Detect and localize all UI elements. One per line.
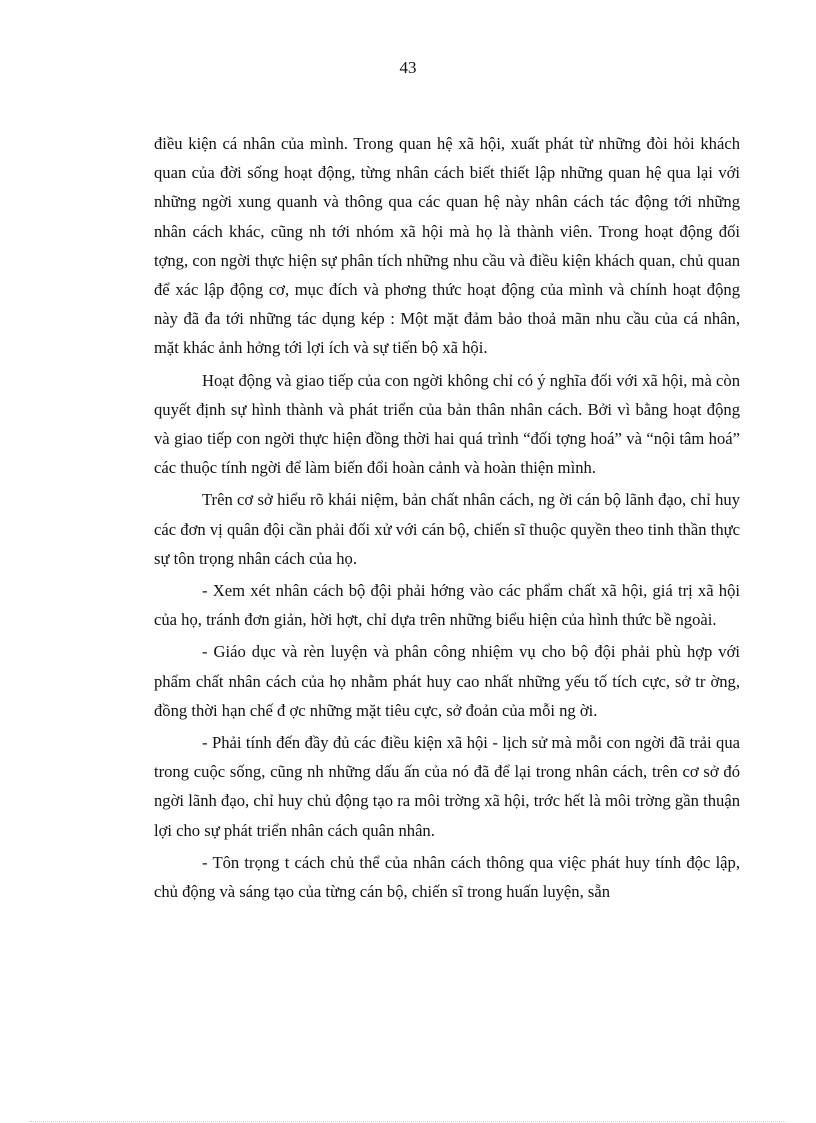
paragraph-3: Trên cơ sở hiểu rõ khái niệm, bản chất nhân cách, ng ời cán bộ lãnh đạo, chỉ huy các đơn vị quân đội cần phải đối xử với cán bộ, chiến sĩ thuộc quyền theo tinh thần thực sự tôn trọng nhân cách của họ. (154, 490, 740, 568)
page-bottom-rule (30, 1121, 786, 1122)
paragraph-2: Hoạt động và giao tiếp của con ngời không chỉ có ý nghĩa đối với xã hội, mà còn quyết định sự hình thành và phát triển của bản thân nhân cách. Bởi vì bằng hoạt động và giao tiếp con ngời thực hiện đồng thời hai quá trình “đối tợng hoá” và “nội tâm hoá” các thuộc tính ngời để làm biến đổi hoàn cảnh và hoàn thiện mình. (154, 370, 740, 478)
paragraph-4: - Xem xét nhân cách bộ đội phải hớng vào các phẩm chất xã hội, giá trị xã hội của họ, tránh đơn giản, hời hợt, chỉ dựa trên những biểu hiện của hình thức bề ngoài. (154, 581, 740, 630)
page-number: 43 (399, 58, 417, 77)
paragraph-7: - Tôn trọng t cách chủ thể của nhân cách thông qua việc phát huy tính độc lập, chủ động và sáng tạo của từng cán bộ, chiến sĩ trong huấn luyện, sẵn (154, 852, 740, 902)
paragraph-1: điều kiện cá nhân của mình. Trong quan hệ xã hội, xuất phát từ những đòi hỏi khách quan của đời sống hoạt động, từng nhân cách biết thiết lập những quan hệ qua lại với những ngời xung quanh và thông qua các quan hệ này nhân cách tác động tới những nhân cách khác, cũng nh tới nhóm xã hội mà họ là thành viên. Trong hoạt động đối tợng, con ngời thực hiện sự phân tích những nhu cầu và điều kiện khách quan, chủ quan để xác lập động cơ, mục đích và phơng thức hoạt động của mình và chính hoạt động này đã đa tới những tác dụng kép : Một mặt đảm bảo thoả mãn nhu cầu của cá nhân, mặt khác ảnh hởng tới lợi ích và sự tiến bộ xã hội. (154, 134, 740, 358)
body-text (154, 129, 740, 906)
paragraph-5: - Giáo dục và rèn luyện và phân công nhiệm vụ cho bộ đội phải phù hợp với phẩm chất nhân cách của họ nhằm phát huy cao nhất những yếu tố tích cực, sở tr ờng, đồng thời hạn chế đ ợc những mặt tiêu cực, sở đoản của mỗi ng ời. (154, 642, 740, 720)
paragraph-6: - Phải tính đến đầy đủ các điều kiện xã hội - lịch sử mà mỗi con ngời đã trải qua trong cuộc sống, cũng nh những dấu ấn của nó đã để lại trong nhân cách, trên cơ sở đó ngời lãnh đạo, chỉ huy chủ động tạo ra môi trờng xã hội, trớc hết là môi trờng gần thuận lợi cho sự phát triển nhân cách quân nhân. (154, 733, 740, 840)
